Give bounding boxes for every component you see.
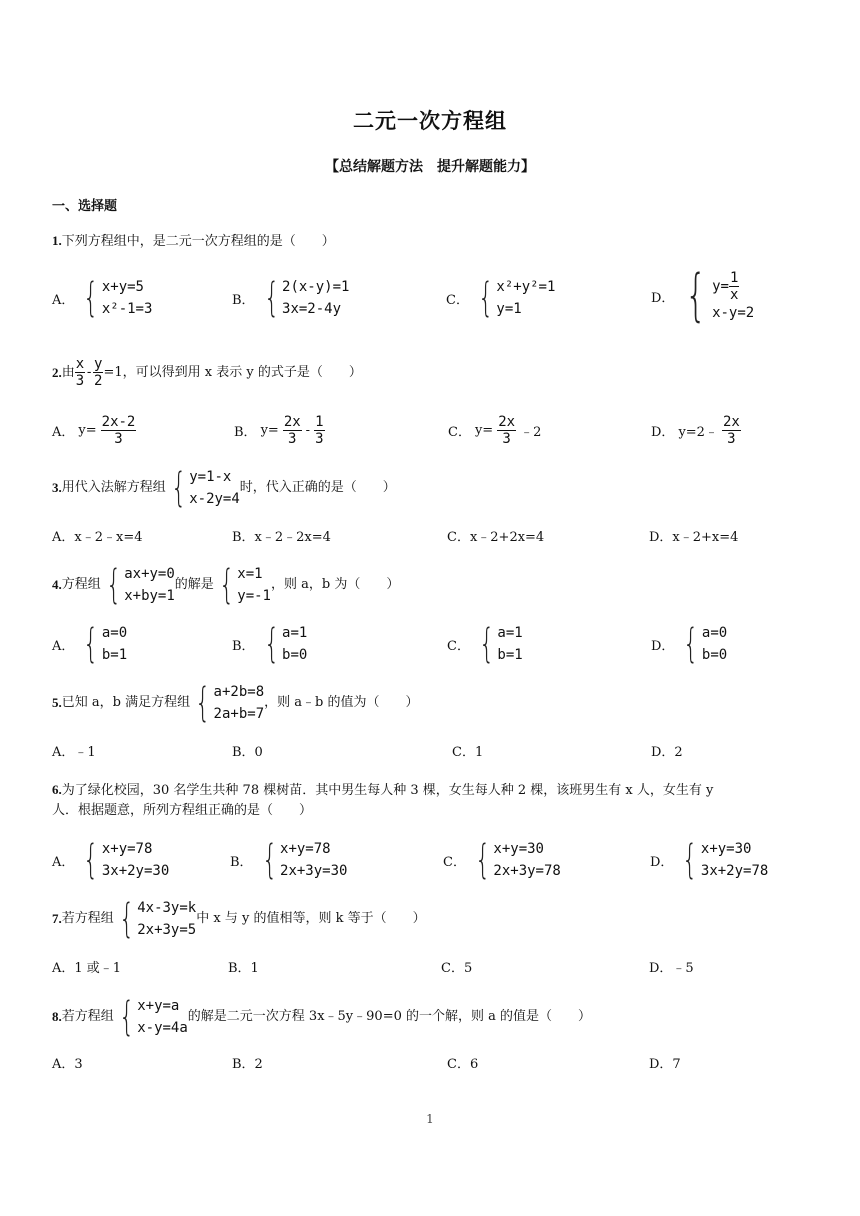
equation-system: { x²+y²=1 y=1 xyxy=(478,275,556,321)
equation-line: x²-1=3 xyxy=(101,301,153,317)
q8-option-c[interactable]: C．6 xyxy=(447,1057,479,1072)
question-number: 7. xyxy=(52,911,62,926)
question-number: 6. xyxy=(52,782,62,797)
equation-system: { x+y=5 x²-1=3 xyxy=(83,275,153,321)
q1-option-c[interactable] xyxy=(446,276,555,320)
q6-option-c[interactable]: C． { x+y=30 2x+3y=78 xyxy=(443,837,561,883)
q3-option-a[interactable]: A．x﹣2﹣x=4 xyxy=(52,530,143,545)
q4-option-a[interactable]: A． { a=0 b=1 xyxy=(52,621,128,667)
q5-option-c[interactable]: C．1 xyxy=(452,745,484,760)
q7-option-c[interactable]: C．5 xyxy=(441,961,473,976)
question-number: 5. xyxy=(52,695,62,710)
equation-system: { ax+y=0 x+by=1 xyxy=(105,562,175,608)
question-8: 8. 若方程组 { x+y=a x-y=4a 的解是二元一次方程 3x﹣5y﹣90=0 的一个解，则 a 的值是（ ） xyxy=(52,994,592,1040)
q6-option-b[interactable]: B． { x+y=78 2x+3y=30 xyxy=(230,837,348,883)
option-label: A． xyxy=(52,292,75,308)
q4-option-b[interactable]: B． { a=1 b=0 xyxy=(232,621,308,667)
question-3: 3. 用代入法解方程组 { y=1-x x-2y=4 时，代入正确的是（ ） xyxy=(52,465,396,511)
option-label: D． xyxy=(651,290,675,306)
q6-option-a[interactable]: A． { x+y=78 3x+2y=30 xyxy=(52,837,170,883)
question-number: 3. xyxy=(52,480,62,495)
q6-option-d[interactable]: D． { x+y=30 3x+2y=78 xyxy=(650,837,769,883)
equation-line: 2(x-y)=1 xyxy=(282,279,350,295)
equation-line: x²+y²=1 xyxy=(496,279,556,295)
q1-option-a[interactable] xyxy=(52,276,152,320)
q2-option-d[interactable]: D． y=2﹣ $\frac{2x}{3}$ xyxy=(651,414,740,447)
q8-option-b[interactable]: B．2 xyxy=(232,1057,263,1072)
question-number: 2. xyxy=(52,364,62,380)
option-label: B． xyxy=(232,292,255,308)
equation-line: x+y=5 xyxy=(101,279,144,295)
q4-option-c[interactable]: C． { a=1 b=1 xyxy=(447,621,523,667)
q7-option-b[interactable]: B．1 xyxy=(228,961,259,976)
question-6: 6.为了绿化校园，30 名学生共种 78 棵树苗．其中男生每人种 3 棵，女生每人种 2 棵，该班男生有 x 人，女生有 y 人．根据题意，所列方程组正确的是（ ） xyxy=(52,782,714,818)
q8-option-a[interactable]: A．3 xyxy=(52,1057,83,1072)
page-number: 1 xyxy=(426,1112,434,1126)
equation-line: x-y=2 xyxy=(712,304,755,321)
q8-option-d[interactable]: D．7 xyxy=(649,1057,681,1072)
solution-system: { x=1 y=-1 xyxy=(218,562,271,608)
question-5: 5. 已知 a，b 满足方程组 { a+2b=8 2a+b=7 ，则 a﹣b 的值为（ ） xyxy=(52,680,419,726)
q3-option-c[interactable]: C．x﹣2+2x=4 xyxy=(447,530,545,545)
q1-option-b[interactable] xyxy=(232,276,349,320)
q5-option-b[interactable]: B．0 xyxy=(232,745,263,760)
equation-line: y=1 xyxy=(496,301,522,317)
page-title: 二元一次方程组 xyxy=(353,109,507,133)
q7-option-d[interactable]: D．﹣5 xyxy=(649,961,694,976)
question-7: 7. 若方程组 { 4x-3y=k 2x+3y=5 中 x 与 y 的值相等，则 k 等于（ ） xyxy=(52,896,426,942)
equation-system: { x+y=a x-y=4a xyxy=(118,994,188,1040)
q4-option-d[interactable]: D． { a=0 b=0 xyxy=(651,621,728,667)
question-4: 4. 方程组 { ax+y=0 x+by=1 的解是 { x=1 y=-1 ，则 a，b 为（ ） xyxy=(52,562,400,608)
q2-option-a[interactable]: A． y= $\frac{2x-2}{3}$ xyxy=(52,414,136,447)
equation-system: { y=1-x x-2y=4 xyxy=(170,465,240,511)
fraction: $\frac{y}{2}$ xyxy=(94,356,103,389)
q5-option-d[interactable]: D．2 xyxy=(651,745,683,760)
q2-option-c[interactable]: C． y= $\frac{2x}{3}$ ﹣2 xyxy=(448,414,542,447)
question-text: 下列方程组中，是二元一次方程组的是（ ） xyxy=(61,234,335,249)
q3-option-b[interactable]: B．x﹣2﹣2x=4 xyxy=(232,530,331,545)
option-label: C． xyxy=(446,292,469,308)
q1-option-d[interactable] xyxy=(651,263,755,328)
equation-system: { 2(x-y)=1 3x=2-4y xyxy=(263,275,350,321)
question-1 xyxy=(52,231,335,252)
q3-option-d[interactable]: D．x﹣2+x=4 xyxy=(649,530,739,545)
fraction: $\frac{x}{3}$ xyxy=(75,356,85,389)
question-number: 1. xyxy=(52,233,62,248)
q5-option-a[interactable]: A．﹣1 xyxy=(52,745,96,760)
question-number: 8. xyxy=(52,1009,62,1024)
question-number: 4. xyxy=(52,577,62,592)
q7-option-a[interactable]: A．1 或﹣1 xyxy=(52,961,122,976)
q2-option-b[interactable]: B． y= $\frac{2x}{3}$ - $\frac{1}{3}$ xyxy=(234,414,324,447)
equation-system: { 4x-3y=k 2x+3y=5 xyxy=(118,896,197,942)
question-2: 2. 由 $\frac{x}{3}$ - $\frac{y}{2}$ =1，可以得到用 x 表示 y 的式子是（ ） xyxy=(52,356,362,389)
equation-line: 3x=2-4y xyxy=(282,301,342,317)
equation-system: { a+2b=8 2a+b=7 xyxy=(195,680,265,726)
page-subtitle: 【总结解题方法 提升解题能力】 xyxy=(325,159,535,175)
question-text: =1，可以得到用 x 表示 y 的式子是（ ） xyxy=(103,364,362,380)
equation-system: { y= $\frac{1}{x}$ x-y=2 xyxy=(685,263,755,328)
section-heading: 一、选择题 xyxy=(52,199,118,214)
